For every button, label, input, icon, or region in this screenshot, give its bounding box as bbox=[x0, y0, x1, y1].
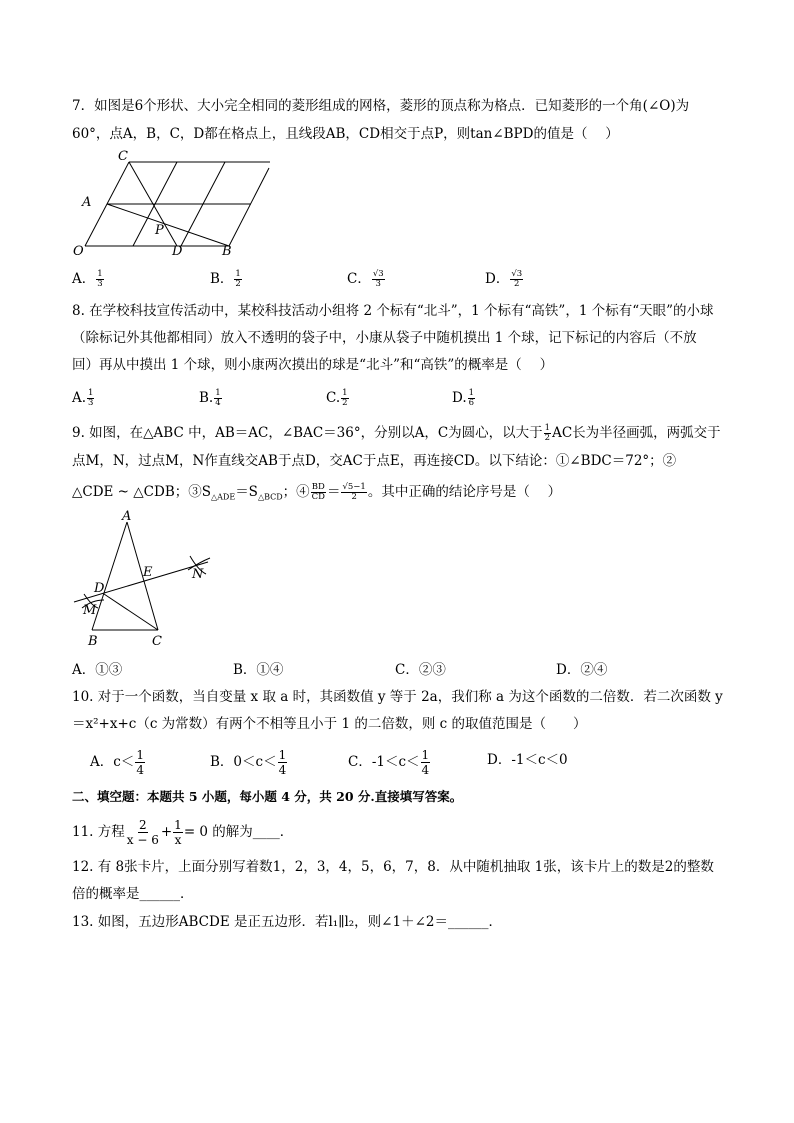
q9-bd-cd-fraction: $\frac{BD}{CD}$ bbox=[311, 482, 325, 502]
q7-label-o: O bbox=[73, 244, 84, 258]
q13-line: 13. 如图，五边形ABCDE 是正五边形．若l₁∥l₂，则∠1＋∠2＝______． bbox=[72, 914, 502, 930]
q9-triangle-figure bbox=[70, 510, 230, 650]
q9-half-fraction: $\frac{1}{2}$ bbox=[544, 423, 551, 443]
q11-fraction-1: $\frac{2}{x - 6}$ bbox=[126, 818, 159, 847]
q10-option-b[interactable]: B．0＜c＜ $\frac{1}{4}$ bbox=[210, 748, 287, 777]
q7-label-p: P bbox=[155, 223, 164, 238]
q10-option-d[interactable]: D．-1＜c＜0 bbox=[487, 752, 568, 768]
q7-option-a[interactable]: A． $\frac{1}{3}$ bbox=[72, 269, 103, 289]
q7-label-a: A bbox=[82, 195, 92, 210]
q10-line-2: ＝x²+x+c（c 为常数）有两个不相等且小于 1 的二倍数，则 c 的取值范围是（ ） bbox=[72, 716, 587, 732]
q7-line-1: 7．如图是6个形状、大小完全相同的菱形组成的网格，菱形的顶点称为格点．已知菱形的一个角(∠O)为 bbox=[72, 98, 690, 114]
q9-option-d[interactable]: D．②④ bbox=[556, 662, 608, 678]
q9-label-c: C bbox=[152, 634, 162, 649]
q9-golden-fraction: $\frac{√5-1}{2}$ bbox=[342, 482, 366, 502]
q7-option-b[interactable]: B． $\frac{1}{2}$ bbox=[210, 269, 241, 289]
q7-option-c[interactable]: C． $\frac{√3}{3}$ bbox=[347, 269, 384, 289]
q9-label-e: E bbox=[143, 565, 153, 580]
q7-option-d[interactable]: D． $\frac{√3}{2}$ bbox=[485, 269, 523, 289]
q8-option-b[interactable]: B. $\frac{1}{4}$ bbox=[199, 388, 221, 408]
q8-line-2: （除标记外其他都相同）放入不透明的袋子中，小康从袋子中随机摸出 1 个球，记下标记的内容后（不放 bbox=[72, 330, 697, 346]
q12-line-2: 倍的概率是______． bbox=[72, 886, 194, 902]
q7-label-c: C bbox=[118, 149, 128, 164]
q8-option-d[interactable]: D. $\frac{1}{6}$ bbox=[452, 388, 475, 408]
q11-fraction-2: $\frac{1}{x}$ bbox=[174, 818, 182, 847]
q7-line-2: 60°，点A，B，C，D都在格点上，且线段AB，CD相交于点P，则tan∠BPD的值是（ ） bbox=[72, 126, 619, 142]
q9-option-c[interactable]: C．②③ bbox=[395, 662, 446, 678]
q9-label-n: N bbox=[192, 567, 204, 582]
q9-line-3: △CDE ~ △CDB；$③S_{\triangle ADE}=S_{\triangle BCD}$；④ $\frac{BD}{CD}$ ＝ $\frac{√5-1}{2}$ 。其中正确的结论序号是（ ） bbox=[72, 482, 562, 502]
q10-option-a[interactable]: A．c＜ $\frac{1}{4}$ bbox=[90, 748, 144, 777]
q8-line-1: 8. 在学校科技宣传活动中，某校科技活动小组将 2 个标有“北斗”，1 个标有“高铁”，1 个标有“天眼”的小球 bbox=[72, 303, 714, 319]
q7-label-d: D bbox=[172, 244, 183, 258]
q9-option-b[interactable]: B．①④ bbox=[233, 662, 284, 678]
q10-line-1: 10. 对于一个函数，当自变量 x 取 a 时，其函数值 y 等于 2a，我们称 a 为这个函数的二倍数．若二次函数 y bbox=[72, 689, 723, 705]
q9-label-b: B bbox=[88, 634, 98, 649]
q7-label-b: B bbox=[222, 244, 232, 258]
q8-option-a[interactable]: A. $\frac{1}{3}$ bbox=[72, 388, 94, 408]
q12-line-1: 12. 有 8张卡片，上面分别写着数1，2，3，4，5，6，7，8．从中随机抽取 1张，该卡片上的数是2的整数 bbox=[72, 859, 714, 875]
q9-label-a: A bbox=[122, 510, 132, 524]
q11-line: 11. 方程 $\frac{2}{x - 6}$ + $\frac{1}{x}$ = 0 的解为____． bbox=[72, 818, 294, 847]
q9-label-m: M bbox=[83, 603, 97, 618]
q9-label-d: D bbox=[94, 581, 105, 596]
q7-rhombus-grid-figure bbox=[70, 148, 270, 258]
q10-option-c[interactable]: C．-1＜c＜ $\frac{1}{4}$ bbox=[348, 748, 430, 777]
q8-option-c[interactable]: C. $\frac{1}{2}$ bbox=[326, 388, 348, 408]
q8-line-3: 回）再从中摸出 1 个球，则小康两次摸出的球是“北斗”和“高铁”的概率是（ ） bbox=[72, 357, 554, 373]
q9-option-a[interactable]: A．①③ bbox=[72, 662, 123, 678]
q9-line-2: 点M，N，过点M，N作直线交AB于点D，交AC于点E，再连接CD。以下结论：①∠BDC＝72°；② bbox=[72, 453, 677, 469]
section-2-heading: 二、填空题：本题共 5 小题，每小题 4 分，共 20 分.直接填写答案。 bbox=[72, 789, 463, 804]
q9-line-1: 9. 如图，在△ABC 中，AB＝AC，∠BAC＝36°，分别以A，C为圆心，以大于 $\frac{1}{2}$ AC长为半径画弧，两弧交于 bbox=[72, 423, 721, 443]
